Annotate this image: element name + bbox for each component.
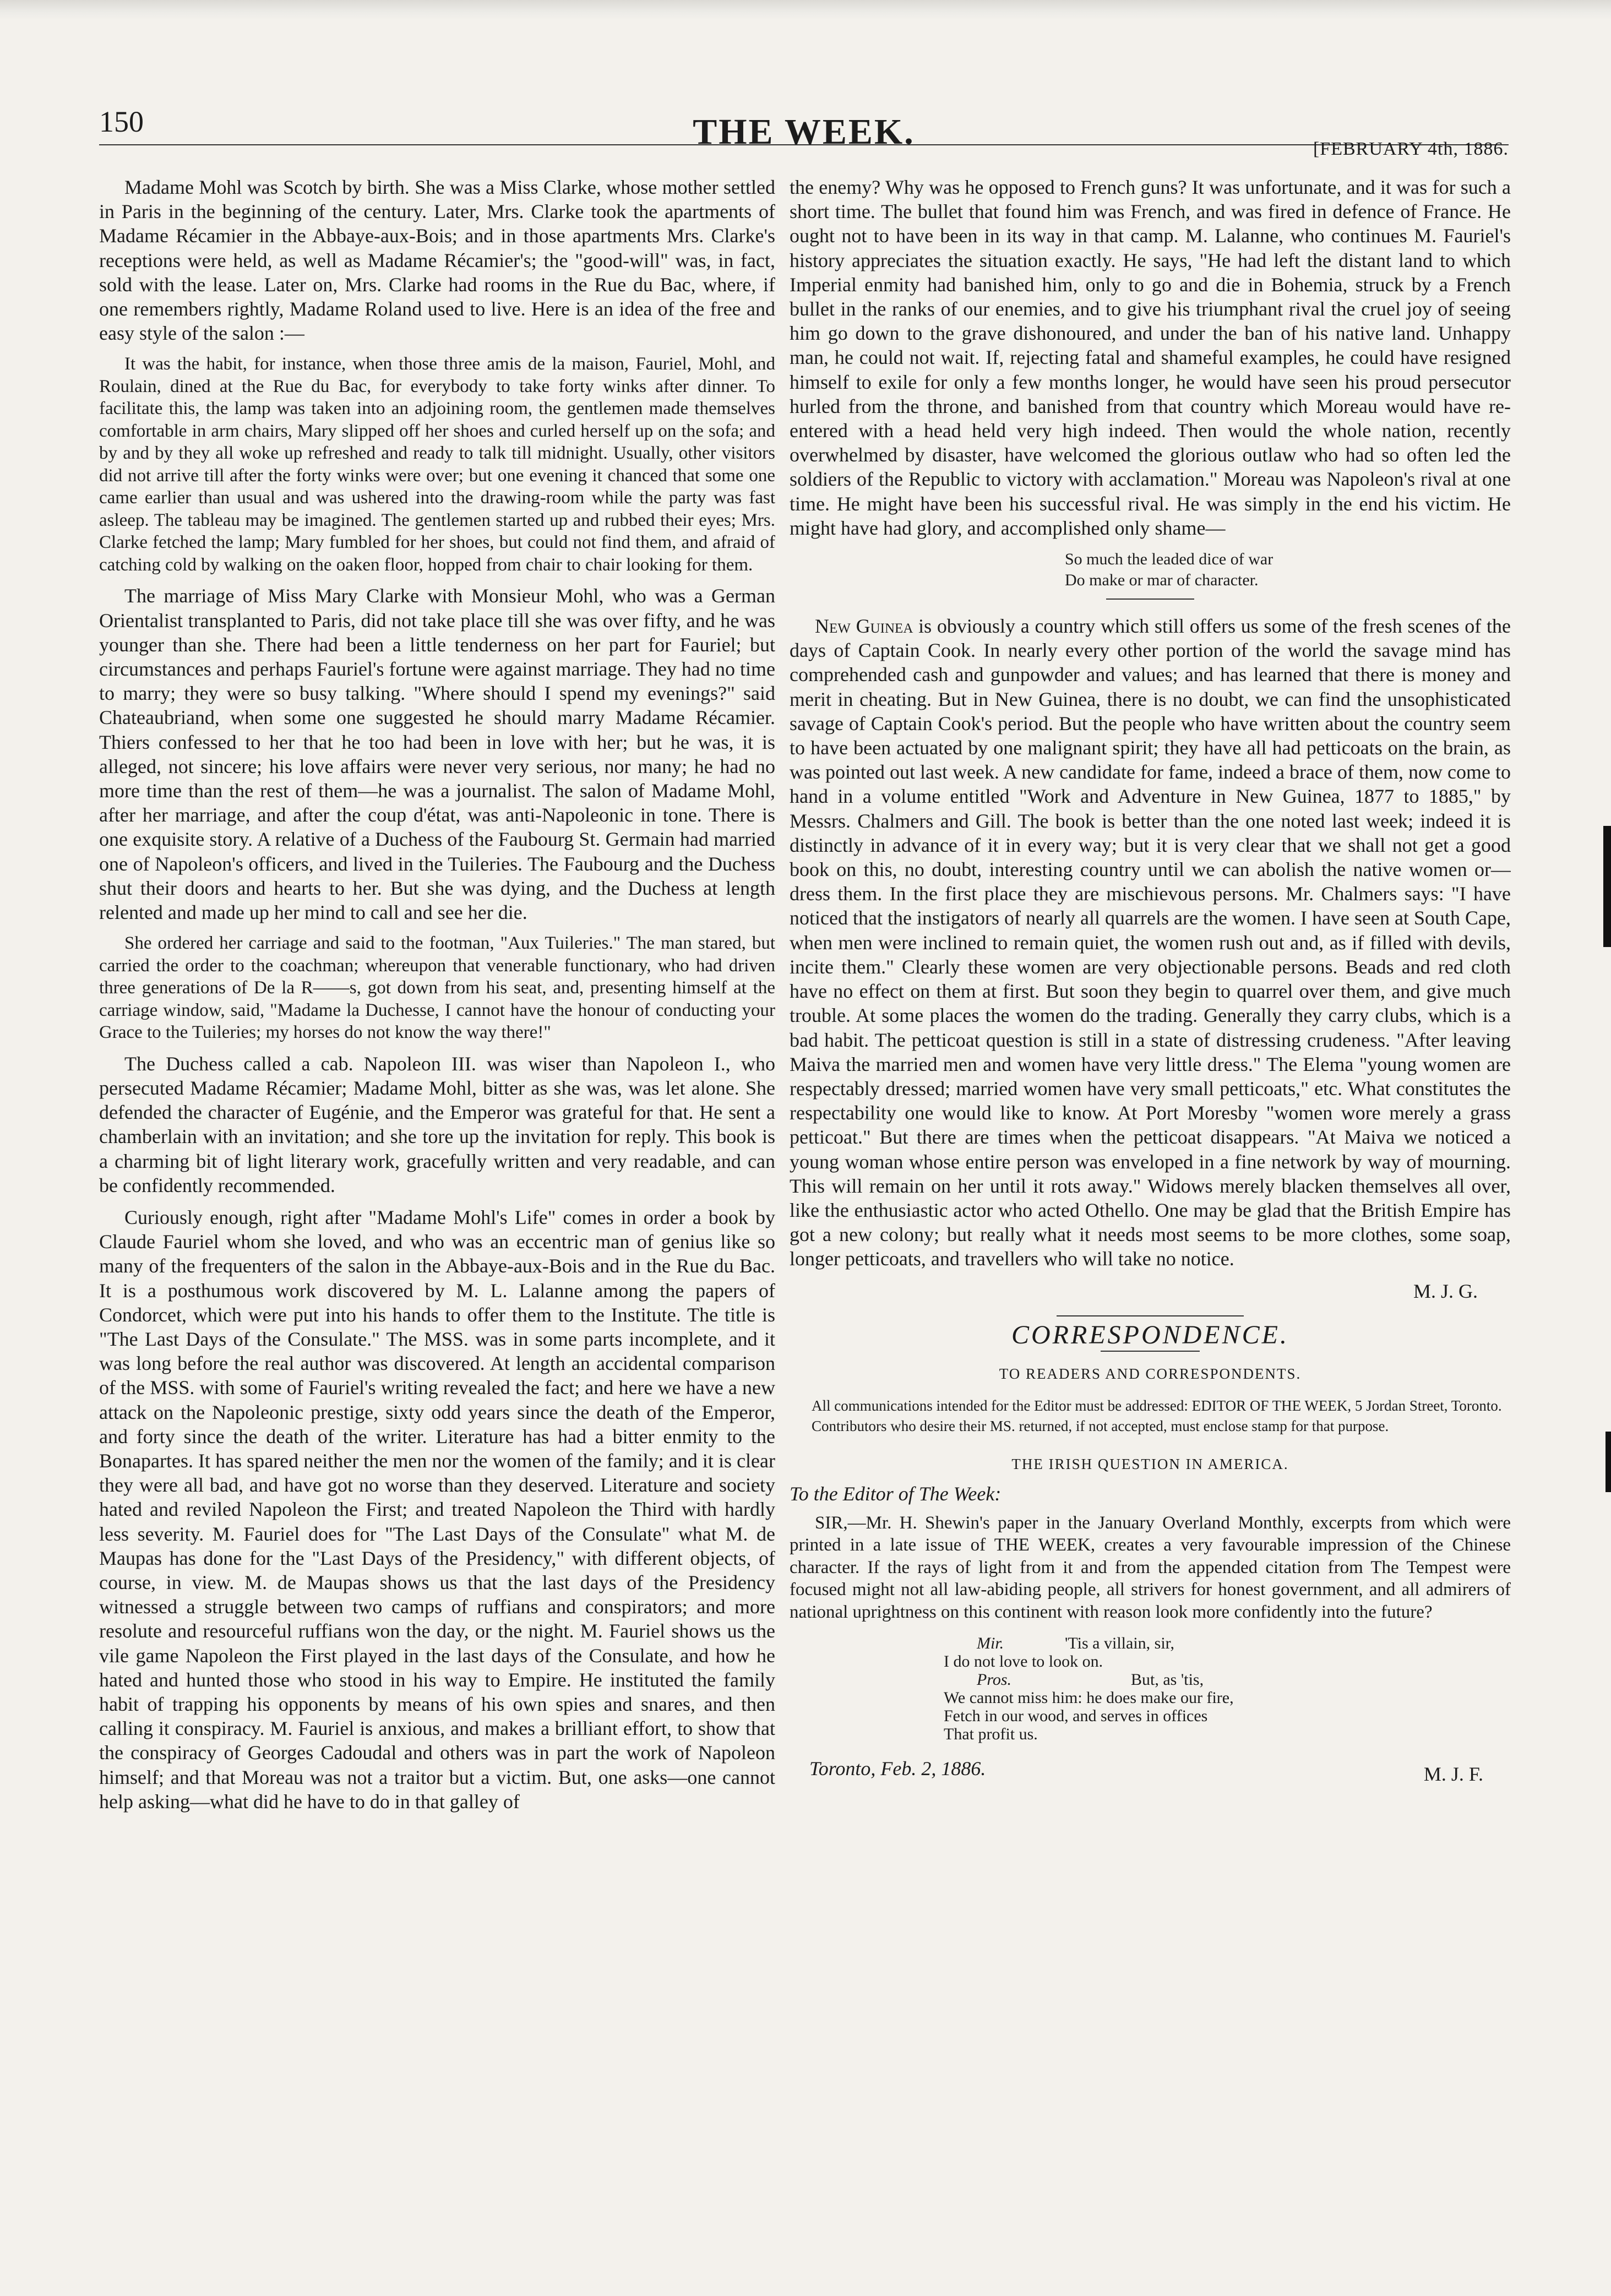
letter-salutation: To the Editor of The Week:	[790, 1483, 1002, 1505]
quote-duchess-story: She ordered her carriage and said to the footman, "Aux Tuileries." The man stared, but carried the order to the coachman; whereupon that venerable functionary, who had driven three generations of De la R——s, got down from his seat, and, presenting himself at the carriage window, said, "Madame la Duchesse, I cannot have the honour of conducting your Grace to the Tuileries; my horses do not know the way there!"	[99, 933, 775, 1043]
paragraph-new-guinea	[790, 614, 1511, 1271]
play-line: 'Tis a villain, sir,	[1065, 1634, 1174, 1653]
masthead-title: THE WEEK.	[693, 112, 915, 152]
paragraph-duchess-cab: The Duchess called a cab. Napoleon III. was wiser than Napoleon I., who persecuted Madame Récamier; Madame Mohl, bitter as she was, was let alone. She defended the character of Eugénie, and the Emperor was grateful for that. He sent a chamberlain with an invitation; and she tore up the invitation for reply. This book is a charming bit of light literary work, gracefully written and very readable, and can be confidently recommended.	[99, 1052, 775, 1196]
speaker-name: Pros.	[977, 1671, 1012, 1689]
heading-underline	[1101, 1351, 1200, 1352]
new-guinea-lead: New Guinea	[815, 615, 913, 638]
section-divider	[1106, 599, 1194, 600]
paragraph-moreau: the enemy? Why was he opposed to French guns? It was unfortunate, and it was for such a short time. The bullet that found him was French, and was fired in defence of France. He ought not to have been in its way in that camp. M. Lalanne, who continues M. Fauriel's history appreciates the situation exactly. He says, "He had left the distant land to which Imperial enmity had banished him, only to go and die in Bohemia, struck by a French bullet in the ranks of our enemies, and to give his triumphant rival the cruel joy of seeing him go down to the grave dishonoured, and under the ban of his native land. Unhappy man, he could not wait. If, rejecting fatal and shameful examples, he could have resigned himself to exile for only a few months longer, he would have seen his proud persecutor hurled from the throne, and banished from that country which Moreau would have re-entered with a head held very high indeed. Then would the whole nation, recently overwhelmed by disaster, have welcomed the glorious outlaw who had so often led the soldiers of the Republic to victory with acclamation." Moreau was Napoleon's rival at one time. He might have been his successful rival. He was simply in the end his victim. He might have had glory, and accomplished only shame—	[790, 176, 1511, 539]
header-rule	[99, 144, 1509, 145]
issue-date: [FEBRUARY 4th, 1886.	[1313, 139, 1509, 159]
verse-quote	[1065, 549, 1511, 591]
page-number: 150	[99, 105, 144, 138]
right-column	[790, 175, 1511, 2267]
play-line: But, as 'tis,	[1131, 1671, 1204, 1689]
notice-communications: All communications intended for the Editor must be addressed: EDITOR OF THE WEEK, 5 Jordan Street, Toronto.	[812, 1397, 1502, 1414]
paragraph-fauriel-book: Curiously enough, right after "Madame Mohl's Life" comes in order a book by Claude Fauriel whom she loved, and who was an eccentric man of genius like so many of the frequenters of the salon in the Abbaye-aux-Bois and in the Rue du Bac. It is a posthumous work discovered by M. L. Lalanne among the papers of Condorcet, which were put into his hands to offer them to the Institute. The title is "The Last Days of the Consulate." The MSS. was in some parts incomplete, and it was long before the real author was discovered. At length an accidental comparison of the MSS. with some of Fauriel's writing revealed the fact; and here we have a new attack on the Napoleonic prestige, sixty odd years since the death of the Emperor, and forty since the death of the writer. Literature has had a bitter enmity to the Bonapartes. It has spared neither the men nor the women of the family; and it is clear they were all bad, and have got no worse than they deserved. Literature and society hated and reviled Napoleon the First; and treated Napoleon the Third with hardly less severity. M. Fauriel does for "The Last Days of the Consulate" what M. de Maupas has done for the "Last Days of the Presidency," with different objects, of course, in view. M. de Maupas shows us that the last days of the Presidency witnessed a struggle between two camps of ruffians and conspirators; and more resolute and resourceful ruffians won the day, or the night. M. Fauriel shows us the vile game Napoleon the First played in the last days of the Consulate, and how he hated and hunted those who stood in his way to Empire. He instituted the family habit of trapping his opponents by means of his own spies and snares, and then calling it conspiracy. M. Fauriel is anxious, and makes a brilliant effort, to show that the conspiracy of Georges Cadoudal and others was in part the work of Napoleon himself; and that Moreau was not a traitor but a victim. But, one asks—one cannot help asking—what did he have to do in that galley of	[99, 1206, 775, 1813]
verse-line: Do make or mar of character.	[1065, 571, 1259, 590]
play-line: We cannot miss him: he does make our fire,	[944, 1689, 1234, 1707]
letter-body: SIR,—Mr. H. Shewin's paper in the January Overland Monthly, excerpts from which were printed in a late issue of THE WEEK, creates a very favourable impression of the Chinese character. If the rays of light from it and from the appended citation from The Tempest were focused might not all law-abiding people, all strivers for honest government, and all admirers of national uprightness on this continent with reason look more confidently into the future?	[790, 1512, 1511, 1622]
play-line: Fetch in our wood, and serves in offices	[944, 1707, 1208, 1726]
letter-footer	[790, 1756, 1511, 1786]
correspondence-divider	[1057, 1315, 1244, 1316]
page-edge-mark	[1605, 1432, 1611, 1492]
page-header	[99, 83, 1509, 160]
tempest-quote	[944, 1634, 1511, 1743]
play-line: I do not love to look on.	[944, 1652, 1103, 1671]
paragraph-mohl-intro: Madame Mohl was Scotch by birth. She was a Miss Clarke, whose mother settled in Paris in the beginning of the century. Later, Mrs. Clarke took the apartments of Madame Récamier in the Abbaye-aux-Bois; and in those apartments Mrs. Clarke's receptions were held, as well as Madame Récamier's; the "good-will" was, in fact, sold with the lease. Later on, Mrs. Clarke had rooms in the Rue du Bac, where, if one remembers rightly, Madame Roland used to live. Here is an idea of the free and easy style of the salon :—	[99, 176, 775, 345]
signature-mjg: M. J. G.	[1413, 1280, 1478, 1302]
new-guinea-body: is obviously a country which still offers us some of the fresh scenes of the days of Captain Cook. In nearly every other portion of the world the savage mind has comprehended cash and gunpowder and values; and has learned that there is money and merit in cheating. But in New Guinea, there is no doubt, we can find the unsophisticated savage of Captain Cook's period. But the people who have written about the country seem to have been actuated by one malignant spirit; they have all had petticoats on the brain, as was pointed out last week. A new candidate for fame, indeed a brace of them, now come to hand in a volume entitled "Work and Adventure in New Guinea, 1877 to 1885," by Messrs. Chalmers and Gill. The book is better than the one noted last week; indeed it is distinctly in advance of it in every way; but it is very clear that we shall not get a good book on this, no doubt, interesting country until we can abolish the native women or—dress them. In the first place they are mischievous persons. Mr. Chalmers says: "I have noticed that the instigators of nearly all quarrels are the women. I have seen at South Cape, when men were inclined to remain quiet, the women rush out and, as if filled with devils, incite them." Clearly these women are very objectionable persons. Beads and red cloth have no effect on them at first. But soon they begin to quarrel over them, and give much trouble. At some places the women do the trading. Generally they carry clubs, which is a bad habit. The petticoat question is still in a state of distressing crudeness. "After leaving Maiva the married men and women have very little dress." The Elema "young women are respectably dressed; married women have very small petticoats," etc. What constitutes the respectability one would like to know. At Port Moresby "women wore merely a grass petticoat." But there are times when the petticoat disappears. "At Maiva we noticed a young woman whose entire person was enveloped in a fine network by way of mourning. This will remain on her until it rots away." Widows merely blacken themselves all over, like the enthusiastic actor who acted Othello. One may be glad that the British Empire has got a new colony; but really what it needs most seems to be more clothes, some soap, longer petticoats, and travellers who will take no notice.	[790, 615, 1511, 1270]
page-top-edge	[0, 0, 1611, 20]
correspondence-heading: CORRESPONDENCE.	[1011, 1320, 1289, 1350]
letter-dateline: Toronto, Feb. 2, 1886.	[809, 1758, 986, 1780]
letter-title: THE IRISH QUESTION IN AMERICA.	[1011, 1456, 1289, 1473]
page-edge-mark	[1603, 826, 1611, 947]
left-column	[99, 175, 775, 2267]
verse-line: So much the leaded dice of war	[1065, 550, 1273, 569]
play-line: That profit us.	[944, 1725, 1038, 1744]
quote-salon-story: It was the habit, for instance, when those three amis de la maison, Fauriel, Mohl, and Roulain, dined at the Rue du Bac, for everybody to take forty winks after dinner. To facilitate this, the lamp was taken into an adjoining room, the gentlemen made themselves comfortable in arm chairs, Mary slipped off her shoes and curled herself up on the sofa; and by and by they all woke up refreshed and ready to talk till midnight. Usually, other visitors did not arrive till after the forty winks were over; but one evening it chanced that some one came earlier than usual and was ushered into the drawing-room while the party was fast asleep. The tableau may be imagined. The gentlemen started up and rubbed their eyes; Mrs. Clarke fetched the lamp; Mary fumbled for her shoes, but could not find them, and afraid of catching cold by walking on the oaken floor, hopped from chair to chair looking for them.	[99, 354, 775, 575]
notice-contributors: Contributors who desire their MS. returned, if not accepted, must enclose stamp for that purpose.	[812, 1418, 1389, 1435]
speaker-name: Mir.	[977, 1634, 1004, 1653]
correspondence-subheading: TO READERS AND CORRESPONDENTS.	[999, 1365, 1302, 1382]
paragraph-marriage: The marriage of Miss Mary Clarke with Monsieur Mohl, who was a German Orientalist transplanted to Paris, did not take place till she was over fifty, and he was younger than she. There had been a little tenderness on her part for Fauriel; but circumstances and perhaps Fauriel's fortune were against marriage. They had no time to marry; they were so busy talking. "Where should I spend my evenings?" said Chateaubriand, when some one suggested he should marry Madame Récamier. Thiers confessed to her that he too had been in love with her; but he was, it is alleged, not sincere; his love affairs were never very serious, nor many; he had no more time than the rest of them—he was a journalist. The salon of Madame Mohl, after her marriage, and after the coup d'état, was anti-Napoleonic in tone. There is one exquisite story. A relative of a Duchess of the Faubourg St. Germain had married one of Napoleon's officers, and lived in the Tuileries. The Faubourg and the Duchess shut their doors and hearts to her. But she was dying, and the Duchess at length relented and made up her mind to call and see her die.	[99, 585, 775, 924]
signature-mjf: M. J. F.	[1423, 1763, 1483, 1786]
